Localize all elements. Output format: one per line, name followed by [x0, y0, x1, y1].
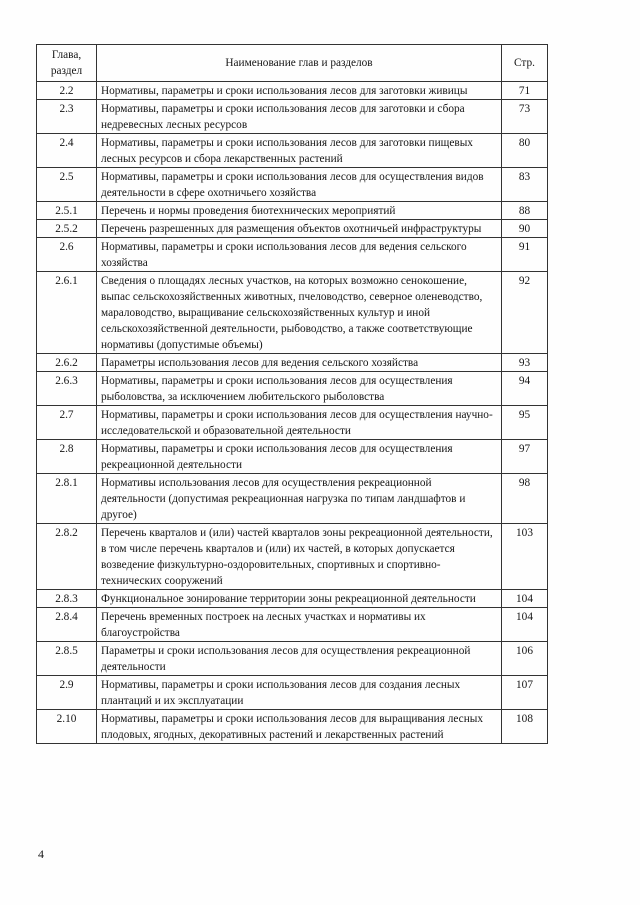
row-number: 2.7	[37, 406, 97, 440]
table-row	[37, 608, 548, 642]
row-number: 2.10	[37, 710, 97, 744]
table-row	[37, 372, 548, 406]
row-number: 2.5.1	[37, 202, 97, 220]
row-page: 83	[502, 168, 548, 202]
table-row	[37, 272, 548, 354]
row-page: 71	[502, 82, 548, 100]
row-title: Перечень и нормы проведения биотехнических мероприятий	[97, 202, 502, 220]
row-title: Нормативы, параметры и сроки использования лесов для осуществления видов деятельности в сфере охотничьего хозяйства	[97, 168, 502, 202]
row-page: 91	[502, 238, 548, 272]
table-row	[37, 524, 548, 590]
table-row	[37, 202, 548, 220]
table-row	[37, 100, 548, 134]
row-number: 2.5.2	[37, 220, 97, 238]
row-page: 97	[502, 440, 548, 474]
table-row	[37, 710, 548, 744]
row-title: Нормативы, параметры и сроки использования лесов для заготовки пищевых лесных ресурсов и сбора лекарственных растений	[97, 134, 502, 168]
table-row	[37, 238, 548, 272]
row-number: 2.8.1	[37, 474, 97, 524]
row-title: Нормативы, параметры и сроки использования лесов для осуществления научно-исследовательской и образовательной деятельности	[97, 406, 502, 440]
row-page: 93	[502, 354, 548, 372]
row-number: 2.9	[37, 676, 97, 710]
row-number: 2.8	[37, 440, 97, 474]
row-number: 2.2	[37, 82, 97, 100]
table-row	[37, 220, 548, 238]
table-row	[37, 406, 548, 440]
row-number: 2.8.2	[37, 524, 97, 590]
row-number: 2.8.3	[37, 590, 97, 608]
row-number: 2.4	[37, 134, 97, 168]
row-page: 98	[502, 474, 548, 524]
toc-table	[36, 44, 548, 744]
table-row	[37, 168, 548, 202]
row-page: 92	[502, 272, 548, 354]
table-row	[37, 354, 548, 372]
row-page: 88	[502, 202, 548, 220]
table-row	[37, 134, 548, 168]
row-page: 107	[502, 676, 548, 710]
row-title: Нормативы использования лесов для осуществления рекреационной деятельности (допустимая рекреационная нагрузка по типам ландшафтов и другое)	[97, 474, 502, 524]
row-title: Перечень временных построек на лесных участках и нормативы их благоустройства	[97, 608, 502, 642]
table-row	[37, 590, 548, 608]
row-page: 94	[502, 372, 548, 406]
row-number: 2.6.1	[37, 272, 97, 354]
row-page: 80	[502, 134, 548, 168]
row-page: 104	[502, 608, 548, 642]
header-section: Глава, раздел	[37, 45, 97, 82]
row-number: 2.3	[37, 100, 97, 134]
toc-header	[37, 45, 548, 82]
row-title: Параметры использования лесов для ведения сельского хозяйства	[97, 354, 502, 372]
page-number: 4	[38, 847, 44, 861]
row-title: Нормативы, параметры и сроки использования лесов для заготовки живицы	[97, 82, 502, 100]
row-title: Нормативы, параметры и сроки использования лесов для осуществления рыболовства, за исключением любительского рыболовства	[97, 372, 502, 406]
row-title: Перечень разрешенных для размещения объектов охотничьей инфраструктуры	[97, 220, 502, 238]
header-page: Стр.	[502, 45, 548, 82]
row-title: Нормативы, параметры и сроки использования лесов для создания лесных плантаций и их эксплуатации	[97, 676, 502, 710]
row-title: Перечень кварталов и (или) частей кварталов зоны рекреационной деятельности, в том числе перечень кварталов и (или) их частей, в которых допускается возведение физкультурно-оздоровительных, спортивных и спортивно-технических сооружений	[97, 524, 502, 590]
table-row	[37, 82, 548, 100]
row-title: Нормативы, параметры и сроки использования лесов для заготовки и сбора недревесных лесных ресурсов	[97, 100, 502, 134]
row-page: 103	[502, 524, 548, 590]
row-title: Нормативы, параметры и сроки использования лесов для ведения сельского хозяйства	[97, 238, 502, 272]
row-title: Функциональное зонирование территории зоны рекреационной деятельности	[97, 590, 502, 608]
row-page: 90	[502, 220, 548, 238]
row-title: Нормативы, параметры и сроки использования лесов для выращивания лесных плодовых, ягодных, декоративных растений и лекарственных растений	[97, 710, 502, 744]
row-page: 95	[502, 406, 548, 440]
row-number: 2.8.4	[37, 608, 97, 642]
row-number: 2.6	[37, 238, 97, 272]
row-page: 104	[502, 590, 548, 608]
row-title: Сведения о площадях лесных участков, на которых возможно сенокошение, выпас сельскохозяйственных животных, пчеловодство, северное оленеводство, мараловодство, выращивание сельскохозяйственных культур и иной сельскохозяйственной деятельности, рыбоводство, а также соответствующие нормативы (допустимые объемы)	[97, 272, 502, 354]
toc-body	[37, 82, 548, 744]
row-page: 106	[502, 642, 548, 676]
header-title: Наименование глав и разделов	[97, 45, 502, 82]
row-page: 73	[502, 100, 548, 134]
row-title: Нормативы, параметры и сроки использования лесов для осуществления рекреационной деятельности	[97, 440, 502, 474]
table-row	[37, 676, 548, 710]
row-number: 2.6.3	[37, 372, 97, 406]
row-number: 2.6.2	[37, 354, 97, 372]
table-row	[37, 642, 548, 676]
table-row	[37, 474, 548, 524]
row-page: 108	[502, 710, 548, 744]
row-number: 2.5	[37, 168, 97, 202]
table-row	[37, 440, 548, 474]
row-number: 2.8.5	[37, 642, 97, 676]
row-title: Параметры и сроки использования лесов для осуществления рекреационной деятельности	[97, 642, 502, 676]
